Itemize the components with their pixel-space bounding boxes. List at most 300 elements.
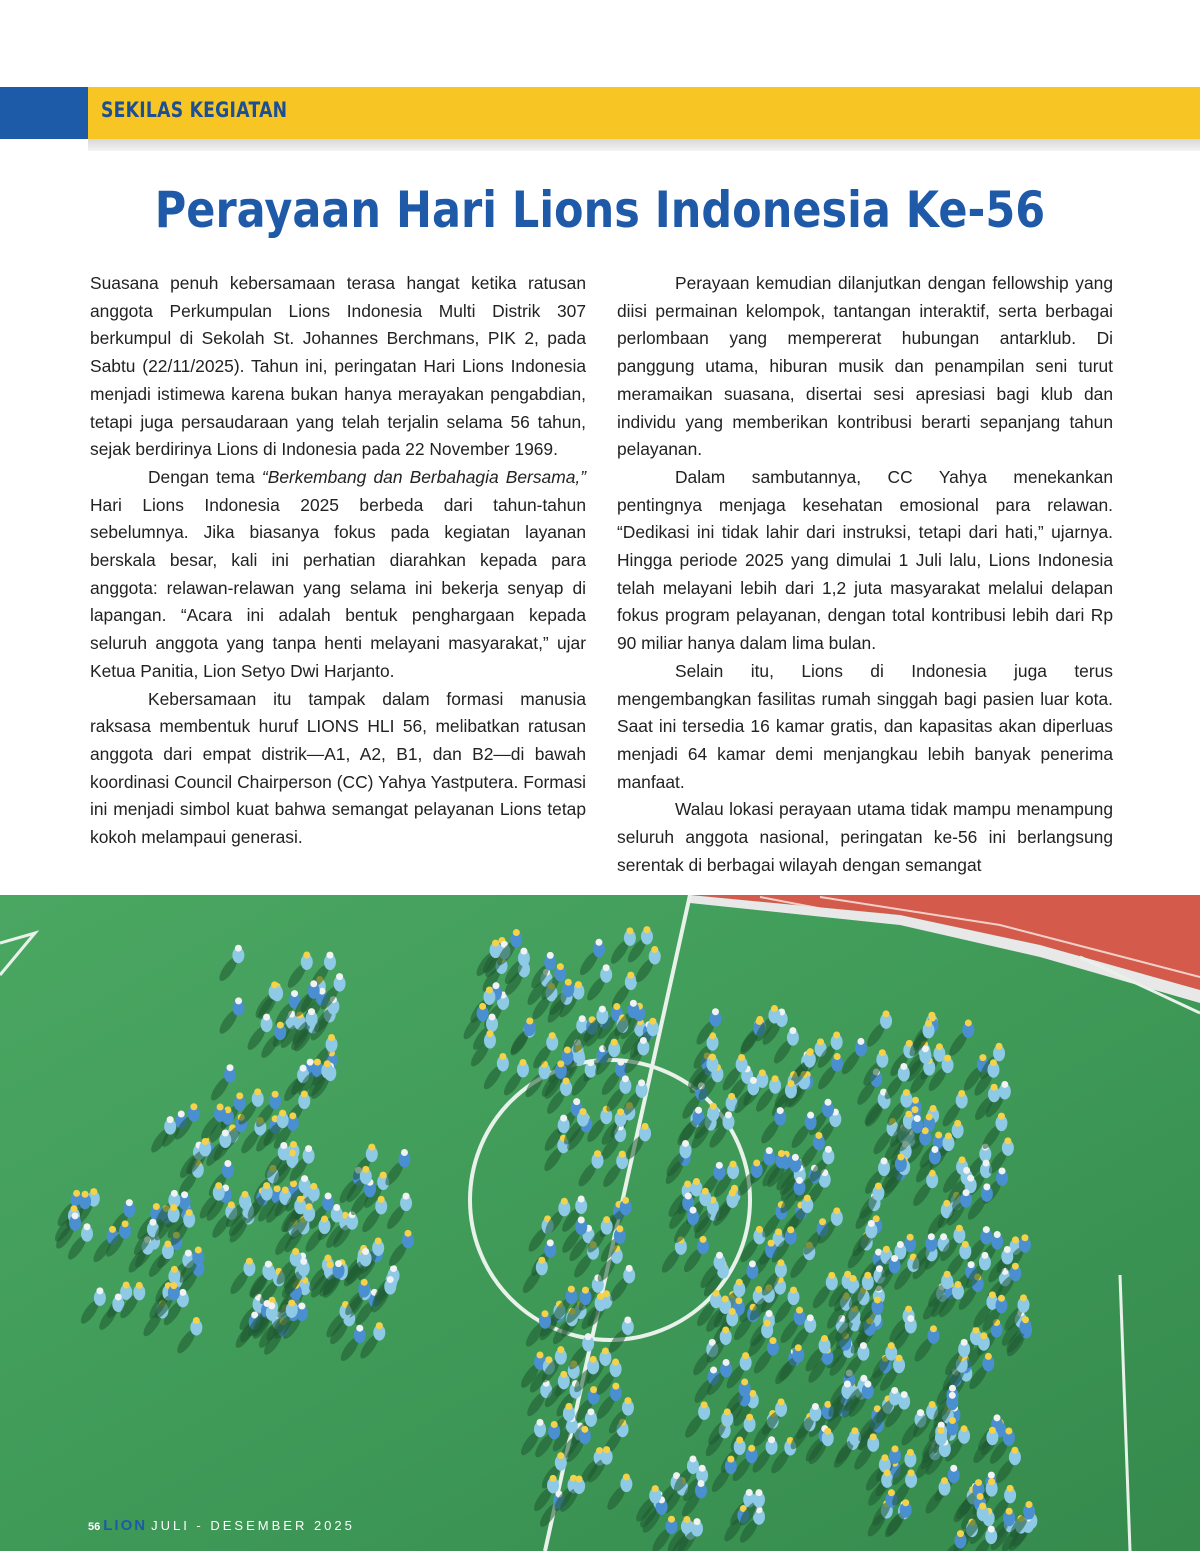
person-cap	[613, 1003, 620, 1010]
person-cap	[701, 1401, 708, 1408]
person-cap	[217, 1104, 224, 1111]
person-cap	[585, 1333, 592, 1340]
person-cap	[305, 1145, 312, 1152]
person-cap	[612, 1359, 619, 1366]
person-cap	[682, 1140, 689, 1147]
person-cap	[929, 1401, 936, 1408]
person-cap	[222, 1130, 229, 1137]
person-cap	[768, 1436, 775, 1443]
person-cap	[242, 1191, 249, 1198]
person-cap	[321, 1216, 328, 1223]
person-cap	[875, 1182, 882, 1189]
person-cap	[796, 1307, 803, 1314]
person-cap	[712, 1008, 719, 1015]
section-header-accent	[0, 87, 88, 139]
person-cap	[772, 1075, 779, 1082]
person-cap	[594, 1150, 601, 1157]
person-cap	[807, 1112, 814, 1119]
person-cap	[623, 1474, 630, 1481]
person-cap	[795, 1344, 802, 1351]
person-cap	[998, 1113, 1005, 1120]
person-cap	[578, 1196, 585, 1203]
person-cap	[603, 1446, 610, 1453]
person-cap	[937, 1427, 944, 1434]
person-cap	[897, 1241, 904, 1248]
page-number: 56	[88, 1521, 101, 1533]
person-cap	[401, 1149, 408, 1156]
person-cap	[775, 1228, 782, 1235]
person-cap	[914, 1115, 921, 1122]
person-cap	[1012, 1263, 1019, 1270]
person-cap	[790, 1287, 797, 1294]
person-cap	[716, 1162, 723, 1169]
person-cap	[624, 1397, 631, 1404]
person-cap	[642, 1123, 649, 1130]
person-cap	[985, 1353, 992, 1360]
person-cap	[541, 1310, 548, 1317]
person-cap	[1005, 1427, 1012, 1434]
person-cap	[958, 1090, 965, 1097]
person-cap	[860, 1342, 867, 1349]
person-cap	[979, 1503, 986, 1510]
person-cap	[748, 1445, 755, 1452]
person-cap	[698, 1480, 705, 1487]
person-cap	[883, 1010, 890, 1017]
person-cap	[738, 1054, 745, 1061]
person-cap	[963, 1167, 970, 1174]
person-cap	[977, 1493, 984, 1500]
person-cap	[935, 1132, 942, 1139]
person-cap	[769, 1337, 776, 1344]
person-cap	[576, 1476, 583, 1483]
person-cap	[186, 1209, 193, 1216]
person-cap	[812, 1403, 819, 1410]
person-cap	[789, 1027, 796, 1034]
person-cap	[879, 1049, 886, 1056]
person-cap	[617, 1059, 624, 1066]
person-cap	[901, 1391, 908, 1398]
person-cap	[551, 1421, 558, 1428]
person-cap	[817, 1038, 824, 1045]
person-cap	[874, 1296, 881, 1303]
person-cap	[96, 1287, 103, 1294]
person-cap	[807, 1314, 814, 1321]
person-cap	[335, 1260, 342, 1267]
person-cap	[289, 1112, 296, 1119]
person-cap	[291, 990, 298, 997]
person-cap	[1022, 1316, 1029, 1323]
person-cap	[288, 1300, 295, 1307]
person-cap	[115, 1293, 122, 1300]
person-cap	[888, 1342, 895, 1349]
person-cap	[925, 1020, 932, 1027]
person-cap	[1021, 1234, 1028, 1241]
person-cap	[756, 1226, 763, 1233]
person-cap	[519, 1059, 526, 1066]
person-cap	[603, 1216, 610, 1223]
person-cap	[710, 1367, 717, 1374]
person-cap	[326, 952, 333, 959]
person-cap	[193, 1317, 200, 1324]
section-label: SEKILAS KEGIATAN	[101, 98, 288, 122]
person-cap	[815, 1132, 822, 1139]
person-cap	[202, 1138, 209, 1145]
person-cap	[949, 1417, 956, 1424]
person-cap	[136, 1282, 143, 1289]
person-cap	[368, 1144, 375, 1151]
person-cap	[844, 1381, 851, 1388]
person-cap	[917, 1409, 924, 1416]
person-cap	[489, 1013, 496, 1020]
person-cap	[626, 927, 633, 934]
person-cap	[513, 929, 520, 936]
person-cap	[626, 1265, 633, 1272]
person-cap	[619, 1151, 626, 1158]
person-cap	[716, 1252, 723, 1259]
person-cap	[983, 1226, 990, 1233]
person-cap	[170, 1204, 177, 1211]
person-cap	[962, 1241, 969, 1248]
person-cap	[792, 1154, 799, 1161]
person-cap	[954, 1281, 961, 1288]
person-cap	[983, 1183, 990, 1190]
person-cap	[727, 1456, 734, 1463]
person-cap	[492, 982, 499, 989]
person-cap	[834, 1053, 841, 1060]
person-cap	[961, 1339, 968, 1346]
person-cap	[684, 1181, 691, 1188]
person-cap	[928, 1233, 935, 1240]
person-cap	[215, 1182, 222, 1189]
person-cap	[755, 1286, 762, 1293]
person-cap	[277, 1022, 284, 1029]
person-cap	[564, 1046, 571, 1053]
person-cap	[821, 1335, 828, 1342]
person-cap	[725, 1111, 732, 1118]
person-cap	[833, 1207, 840, 1214]
person-cap	[72, 1212, 79, 1219]
person-cap	[550, 1475, 557, 1482]
person-cap	[578, 1217, 585, 1224]
person-cap	[378, 1196, 385, 1203]
person-cap	[649, 1018, 656, 1025]
person-cap	[695, 1107, 702, 1114]
person-cap	[547, 1239, 554, 1246]
person-cap	[308, 1008, 315, 1015]
person-cap	[724, 1408, 731, 1415]
person-cap	[297, 1196, 304, 1203]
person-cap	[972, 1327, 979, 1334]
person-cap	[694, 1518, 701, 1525]
person-cap	[538, 1257, 545, 1264]
person-cap	[954, 1120, 961, 1127]
person-cap	[561, 1198, 568, 1205]
person-cap	[912, 1097, 919, 1104]
person-cap	[274, 1185, 281, 1192]
person-cap	[1012, 1236, 1019, 1243]
person-cap	[949, 1392, 956, 1399]
person-cap	[195, 1246, 202, 1253]
person-cap	[640, 1037, 647, 1044]
person-cap	[612, 1383, 619, 1390]
person-cap	[1004, 1246, 1011, 1253]
person-cap	[611, 1039, 618, 1046]
person-cap	[236, 1092, 243, 1099]
person-cap	[638, 1079, 645, 1086]
person-cap	[164, 1241, 171, 1248]
person-cap	[844, 1271, 851, 1278]
person-cap	[736, 1436, 743, 1443]
person-cap	[300, 1065, 307, 1072]
article-right-column	[617, 270, 1113, 879]
person-cap	[911, 1106, 918, 1113]
person-cap	[956, 1225, 963, 1232]
person-cap	[860, 1375, 867, 1382]
person-cap	[988, 1526, 995, 1533]
person-cap	[959, 1156, 966, 1163]
person-cap	[943, 1200, 950, 1207]
person-cap	[778, 1150, 785, 1157]
person-cap	[729, 1190, 736, 1197]
paragraph: Kebersamaan itu tampak dalam formasi manusia raksasa membentuk huruf LIONS HLI 56, melibatkan ratusan anggota dari empat distrik—A1, A2, B1, dan B2—di bawah koordinasi Council Chairperson (CC) Yahya Yastputera. Formasi ini menjadi simbol kuat bahwa semangat pelayanan Lions tetap kokoh melampaui generasi.	[90, 688, 586, 848]
person-cap	[989, 1427, 996, 1434]
person-cap	[991, 1084, 998, 1091]
person-cap	[573, 1098, 580, 1105]
person-cap	[940, 1233, 947, 1240]
person-cap	[537, 1419, 544, 1426]
person-cap	[622, 1075, 629, 1082]
person-cap	[771, 1005, 778, 1012]
person-cap	[989, 1291, 996, 1298]
person-cap	[643, 926, 650, 933]
paragraph: Selain itu, Lions di Indonesia juga terus mengembangkan fasilitas rumah singgah bagi pasien luar kota. Saat ini tersedia 16 kamar gratis, dan kapasitas akan diperluas menjadi 64 kamar demi menjangkau lebih banyak penerima manfaat.	[617, 660, 1113, 792]
person-cap	[825, 1099, 832, 1106]
person-cap	[896, 1355, 903, 1362]
person-cap	[597, 1293, 604, 1300]
person-cap	[975, 1479, 982, 1486]
person-cap	[741, 1378, 748, 1385]
person-cap	[301, 1091, 308, 1098]
person-cap	[289, 1149, 296, 1156]
person-cap	[579, 1108, 586, 1115]
person-cap	[380, 1172, 387, 1179]
person-cap	[1004, 1137, 1011, 1144]
person-cap	[888, 1489, 895, 1496]
person-cap	[181, 1191, 188, 1198]
person-cap	[819, 1218, 826, 1225]
person-cap	[723, 1359, 730, 1366]
person-cap	[693, 1178, 700, 1185]
person-cap	[746, 1414, 753, 1421]
person-cap	[981, 1252, 988, 1259]
person-cap	[171, 1190, 178, 1197]
person-cap	[1006, 1508, 1013, 1515]
person-cap	[944, 1055, 951, 1062]
person-cap	[298, 1303, 305, 1310]
person-cap	[537, 1351, 544, 1358]
theme-quote: “Berkembang dan Berbahagia Bersama,”	[261, 466, 586, 487]
person-cap	[996, 1043, 1003, 1050]
person-cap	[356, 1325, 363, 1332]
person-cap	[126, 1199, 133, 1206]
person-cap	[616, 1225, 623, 1232]
person-cap	[171, 1266, 178, 1273]
person-cap	[963, 1189, 970, 1196]
person-cap	[742, 1352, 749, 1359]
person-cap	[756, 1018, 763, 1025]
person-cap	[750, 1077, 757, 1084]
person-cap	[796, 1177, 803, 1184]
person-cap	[881, 1454, 888, 1461]
person-cap	[685, 1193, 692, 1200]
person-cap	[1011, 1447, 1018, 1454]
article-left-column	[90, 270, 586, 852]
person-cap	[683, 1516, 690, 1523]
person-cap	[736, 1279, 743, 1286]
person-cap	[235, 997, 242, 1004]
person-cap	[905, 1306, 912, 1313]
person-cap	[652, 1485, 659, 1492]
person-cap	[492, 940, 499, 947]
person-cap	[851, 1427, 858, 1434]
person-cap	[787, 1226, 794, 1233]
person-cap	[617, 1108, 624, 1115]
person-cap	[833, 1032, 840, 1039]
person-cap	[949, 1385, 956, 1392]
person-cap	[547, 952, 554, 959]
person-cap	[153, 1203, 160, 1210]
person-cap	[730, 1161, 737, 1168]
person-cap	[603, 964, 610, 971]
person-cap	[980, 1332, 987, 1339]
person-cap	[310, 980, 317, 987]
person-cap	[944, 1271, 951, 1278]
person-cap	[905, 1111, 912, 1118]
page-footer	[88, 1517, 355, 1535]
person-cap	[560, 1115, 567, 1122]
person-cap	[777, 1259, 784, 1266]
person-cap	[560, 1371, 567, 1378]
person-cap	[828, 1272, 835, 1279]
person-cap	[282, 1186, 289, 1193]
person-cap	[945, 1133, 952, 1140]
person-cap	[587, 1408, 594, 1415]
paragraph: Dengan tema “Berkembang dan Berbahagia Bersama,” Hari Lions Indonesia 2025 berbeda dari tahun-tahun sebelumnya. Jika biasanya fokus pada kegiatan layanan berskala besar, kali ini perhatian diarahkan kepada para anggota: relawan-relawan yang selama ini bekerja senyap di lapangan. “Acara ini adalah bentuk penghargaan kepada seluruh anggota yang tanpa henti melayani masyarakat,” ujar Ketua Panitia, Lion Setyo Dwi Harjanto.	[90, 466, 586, 681]
person-cap	[582, 1287, 589, 1294]
person-cap	[690, 1207, 697, 1214]
person-cap	[333, 1204, 340, 1211]
person-cap	[722, 1326, 729, 1333]
person-cap	[228, 1201, 235, 1208]
person-cap	[568, 1286, 575, 1293]
person-cap	[926, 1113, 933, 1120]
person-cap	[864, 1272, 871, 1279]
person-cap	[990, 1059, 997, 1066]
person-cap	[362, 1248, 369, 1255]
person-cap	[324, 1060, 331, 1067]
person-cap	[689, 1455, 696, 1462]
person-cap	[486, 987, 493, 994]
person-cap	[575, 981, 582, 988]
person-cap	[936, 1043, 943, 1050]
person-cap	[179, 1289, 186, 1296]
person-cap	[1026, 1501, 1033, 1508]
person-cap	[961, 1425, 968, 1432]
paragraph: Perayaan kemudian dilanjutkan dengan fellowship yang diisi permainan kelompok, tantangan interaktif, serta berbagai perlombaan yang mempererat hubungan antarklub. Di panggung utama, hiburan musik dan penampilan seni turut meramaikan suasana, disertai sesi apresiasi bagi klub dan individu yang memberikan kontribusi berarti sepanjang tahun pelayanan.	[617, 273, 1113, 460]
person-cap	[759, 1069, 766, 1076]
paragraph: Walau lokasi perayaan utama tidak mampu menampung seluruh anggota nasional, peringatan ke-56 ini berlangsung serentak di berbagai wilayah dengan semangat	[617, 799, 1113, 875]
person-cap	[579, 1015, 586, 1022]
person-cap	[979, 1054, 986, 1061]
person-cap	[968, 1261, 975, 1268]
person-cap	[70, 1205, 77, 1212]
person-cap	[227, 1064, 234, 1071]
person-cap	[403, 1193, 410, 1200]
person-cap	[301, 1175, 308, 1182]
person-cap	[746, 1489, 753, 1496]
person-cap	[520, 948, 527, 955]
person-cap	[271, 981, 278, 988]
person-cap	[891, 1255, 898, 1262]
person-cap	[699, 1465, 706, 1472]
person-cap	[224, 1160, 231, 1167]
person-cap	[764, 1320, 771, 1327]
person-cap	[881, 1158, 888, 1165]
person-cap	[931, 1146, 938, 1153]
person-cap	[599, 1006, 606, 1013]
person-cap	[900, 1063, 907, 1070]
person-cap	[303, 952, 310, 959]
person-cap	[1020, 1294, 1027, 1301]
person-cap	[825, 1146, 832, 1153]
person-cap	[729, 1308, 736, 1315]
person-cap	[709, 1054, 716, 1061]
person-cap	[336, 973, 343, 980]
person-cap	[310, 1183, 317, 1190]
person-cap	[965, 1019, 972, 1026]
person-cap	[850, 1275, 857, 1282]
person-cap	[903, 1089, 910, 1096]
issue-date: JULI - DESEMBER 2025	[151, 1518, 355, 1533]
person-cap	[930, 1325, 937, 1332]
person-cap	[622, 1197, 629, 1204]
person-cap	[300, 1258, 307, 1265]
person-cap	[83, 1223, 90, 1230]
person-cap	[864, 1381, 871, 1388]
person-cap	[375, 1237, 382, 1244]
person-cap	[787, 1080, 794, 1087]
person-cap	[777, 1107, 784, 1114]
article-title: Perayaan Hari Lions Indonesia Ke-56	[154, 181, 1046, 239]
person-cap	[306, 1203, 313, 1210]
person-cap	[804, 1195, 811, 1202]
person-cap	[883, 1246, 890, 1253]
person-cap	[376, 1322, 383, 1329]
person-cap	[90, 1188, 97, 1195]
person-cap	[263, 1014, 270, 1021]
person-cap	[235, 945, 242, 952]
section-header-shadow	[88, 139, 1200, 151]
person-cap	[755, 1489, 762, 1496]
person-cap	[557, 1060, 564, 1067]
person-cap	[314, 1059, 321, 1066]
person-cap	[994, 1231, 1001, 1238]
person-cap	[557, 1346, 564, 1353]
person-cap	[486, 1030, 493, 1037]
person-cap	[185, 1250, 192, 1257]
person-cap	[967, 1175, 974, 1182]
person-cap	[891, 1445, 898, 1452]
